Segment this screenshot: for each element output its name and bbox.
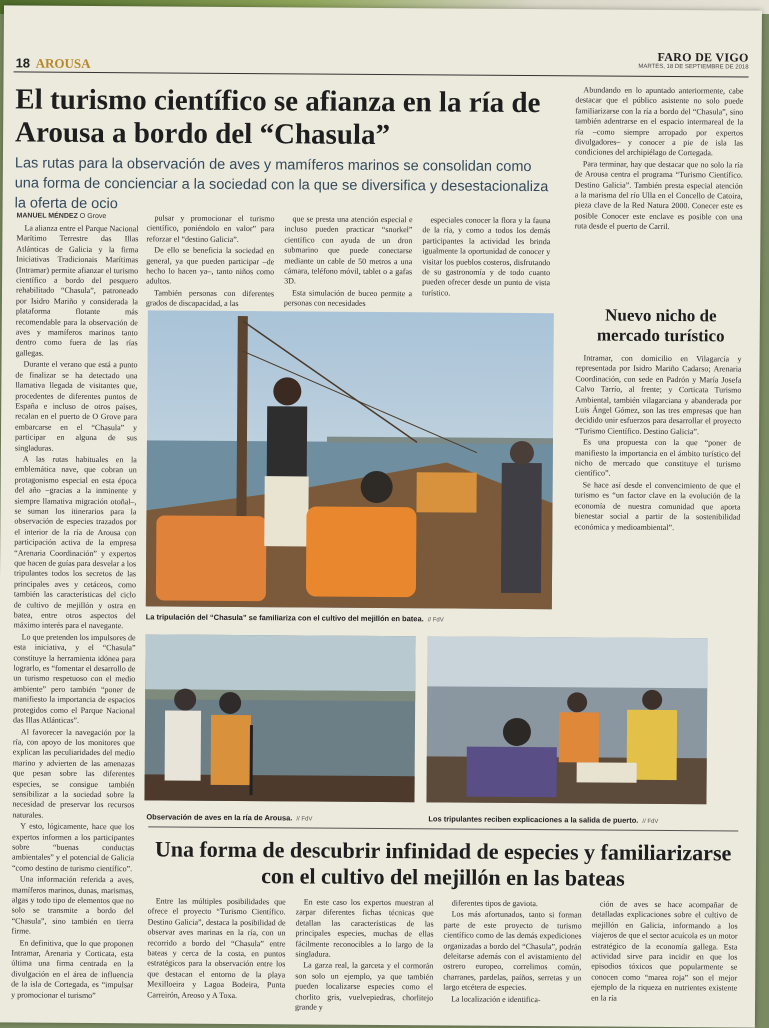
article-column-3 [284,214,413,310]
section-name: AROUSA [35,55,91,71]
crew-caption [428,814,658,825]
second-column-3 [443,898,582,1024]
photo-credit: // FdV [642,818,659,825]
caption-text: La tripulación del “Chasula” se familiariza con el cultivo del mejillón en batea. [145,612,424,624]
sidebar-headline: Nuevo nicho de mercado turístico [596,305,725,346]
paragraph: pulsar y promocionar el turismo científico, poniéndolo en valor” para reforzar el “destino Galicia”. [146,213,275,244]
page-number: 18 [15,55,31,71]
paragraph: especiales conocer la flora y la fauna de la ría, y como a todos los demás participantes la actividad les brinda igualmente la oportunidad de conocer y visitar los pueblos costeros, disfrutando de su gastronomía y de todo cuanto pueden ofrecer desde un punto de vista turístico. [421,215,551,298]
birdwatching-caption [146,812,312,822]
caption-text: Observación de aves en la ría de Arousa. [146,812,293,823]
paragraph: La alianza entre el Parque Nacional Marítimo Terrestre das Illas Atlánticas de Galicia y la firma Iniciativas Tradicionais Marítimas (Intramar) permite afianzar el turismo científico a bordo del pesquero rehabilitado “Chasula”, patroneado por Isidro Mariño y considerada la plataforma flotante más recomendable para la observación de aves y mamíferos marinos tanto dentro como fuera de las rías gallegas. [15,223,139,358]
newspaper-name: FARO DE VIGO [657,49,749,65]
page-header [14,51,749,77]
byline [17,212,139,220]
paragraph: Para terminar, hay que destacar que no solo la ría de Arousa centra el programa “Turismo Científico. Destino Galicia”. También presta especial atención a la marisma del río Ulla en el Concello de Catoira, pieza clave de la Red Natura 2000. Conecer este es posible Conocer este enclave es posible con una ruta desde el puerto de Carril. [574,159,743,232]
paragraph: Abundando en lo apuntado anteriormente, cabe destacar que el público asistente no solo puede familiarizarse con la ría a bordo del “Chasula”, sino también adentrarse en el espacio intermareal de la ría –como siempre arropado por expertos divulgadores– y conocer a pie de isla las condiciones del archipiélago de Cortegada. [574,85,744,158]
section-divider [148,826,738,831]
byline-place: O Grove [79,212,107,221]
issue-date: MARTES, 18 DE SEPTIEMBRE DE 2018 [638,63,749,71]
paragraph: En definitiva, que lo que proponen Intramar, Arenaria y Corticata, esta última una firma centrada en la divulgación en el área de influencia de la isla de Cortegada, es “impulsar y promocionar el turismo” [11,938,134,1000]
paragraph: Esta simulación de buceo permite a personas con necesidades [283,288,413,309]
paragraph: La garza real, la garceta y el cormorán son solo un ejemplo, ya que también pueden localizarse especies como el chorlito gris, vuelvepiedras, chorlitejo grande y [294,960,434,1012]
second-column-2 [295,897,434,1023]
second-column-4 [591,899,738,1025]
article-column-1 [11,212,139,1000]
paragraph: Una información referida a aves, mamíferos marinos, dunas, marismas, algas y todo tipo de elementos que no solo se transmite a bordo del “Chasula”, sino también en tierra firme. [11,874,134,936]
paragraph: La localización e identifica- [451,994,541,1004]
paragraph: Y esto, lógicamente, hace que los expertos informen a los participantes sobre “buenas conductas ambientales” y el potencial de Galicia “como destino de turismo científico”. [11,821,135,874]
photo-credit: // FdV [427,617,444,624]
paragraph: Intramar, con domicilio en Vilagarcía y representada por Isidro Mariño Cadarso; Arenaria Coordinación, con sede en Padrón y María Josefa Calvo Tarrío, al frente; y Corticata Turismo Ambiental, también vilagarciana y abanderada por Luis Ángel Gómez, son las tres empresas que han decidido unir esfuerzos para desarrollar el proyecto “Turismo Científico. Destino Galicia”. [575,353,742,437]
main-deck: Las rutas para la observación de aves y mamíferos marinos se consolidan como una forma de concienciar a la sociedad con la que se diversifica y desestacionaliza la oferta de ocio [14,155,549,213]
article-column-5 [574,85,743,296]
paragraph: Al favorecer la navegación por la ría, con apoyo de los monitores que explican las peculiaridades del medio marino y advierten de las amenazas que pesan sobre las diferentes especies, se consigue también sensibilizar a la sociedad sobre la necesidad de preservar los recursos naturales. [12,726,135,820]
paragraph: Durante el verano que está a punto de finalizar se ha detectado una llamativa llegada de visitantes que, procedentes de diferentes puntos de España e incluso de otros países, recalan en el puerto de O Grove para embarcarse en el “Chasula” y participar en alguna de sus singladuras. [14,359,138,453]
sidebar-body [574,353,742,634]
paragraph: A las rutas habituales en la emblemática nave, que cobran un protagonismo especial en esta época del año –gracias a la inminente y siempre llamativa migración otoñal–, se suman los itinerarios para la observación de especies trazados por el interior de la ría de Arousa con participación activa de la empresa “Arenaria Coordinación” y expertos que hacen de guías para desvelar a los tripulantes todos los secretos de las principales aves y cetáceos, como también las características del ciclo de cultivo de mejillón y ostra en batea, entre otros aspectos del máximo interés para el navegante. [13,454,137,631]
second-headline: Una forma de descubrir infinidad de especies y familiarizarse con el cultivo del mejillón en las bateas [154,836,732,891]
photo-credit: // FdV [296,816,313,823]
main-headline: El turismo científico se afianza en la ría de Arousa a bordo del “Chasula” [15,83,541,152]
second-column-1 [147,896,286,1022]
article-column-2 [146,213,275,309]
paragraph: Los más afortunados, tanto si forman parte de este proyecto de turismo científico como de las demás expediciones organizadas a bordo del “Chasula”, podrán deleitarse además con el avistamiento del ostrero europeo, correlimos común, charranes, pardelas, paíños, serretas y un largo etcétera de especies. [443,909,582,993]
paragraph: que se presta una atención especial e incluso pueden practicar “snorkel” científico con ayuda de un dron submarino que puede conectarse mediante un cable de 50 metros a una cámara, teléfono móvil, tablet o a gafas 3D. [284,214,413,286]
main-photo-caption [146,612,552,624]
paragraph: Se hace así desde el convencimiento de que el turismo es “un factor clave en la evolución de la economía de nuestra comunidad que aporta bienestar social a partir de la sostenibilidad económica y medioambiental”. [574,480,741,532]
paragraph: En este caso los expertos muestran al zarpar diferentes fichas técnicas que detallan las características de las principales especies, muchas de ellas fácilmente reconocibles a lo largo de la singladura. [295,897,434,959]
paragraph: También personas con diferentes grados de discapacidad, a las [145,288,275,309]
newspaper-page [0,5,762,1027]
crew-photo [426,636,707,804]
caption-text: Los tripulantes reciben explicaciones a la salida de puerto. [428,814,639,825]
article-column-4 [422,215,551,311]
paragraph: Entre las múltiples posibilidades que ofrece el proyecto “Turismo Científico. Destino Galicia”, destaca la posibilidad de observar aves marinas en la ría, con un recorrido a bordo del “Chasula” entre bateas y cerca de la costa, en puntos estratégicos para la observación entre los que destacan el entorno de la playa Mexilloeira y Lagoa Bodeira, Punta Carreirón, Areoso y A Toxa. [147,896,286,1000]
main-photo [146,310,554,609]
paragraph: ción de aves se hace acompañar de detalladas explicaciones sobre el cultivo de mejillón en Galicia, informando a los viajeros de que el sector acuícola es un motor estratégico de la economía gallega. Esta actividad sirve para incidir en que los episodios tóxicos que popularmente se conocen como “marea roja” son el mejor ejemplo de la riqueza en nutrientes existente en la ría [591,899,738,1003]
paragraph: De ello se beneficia la sociedad en general, ya que pueden participar –de hecho lo hacen ya–, tanto niños como adultos. [146,245,275,286]
paragraph: Lo que pretenden los impulsores de esta iniciativa, y el “Chasula” constituye la herramienta idónea para lograrlo, es “fomentar el desarrollo de un turismo respetuoso con el medio ambiente” pero también “poner de manifiesto la importancia de espacios protegidos como el Parque Nacional das Illas Atlánticas”. [12,632,136,725]
byline-author: MANUEL MÉNDEZ [16,212,78,220]
birdwatching-photo [144,634,415,802]
paragraph: Es una propuesta con la que “poner de manifiesto la importancia en el ámbito turístico del nicho de mercado que constituye el turismo científico”. [574,437,742,479]
paragraph: diferentes tipos de gaviota. [451,898,538,909]
